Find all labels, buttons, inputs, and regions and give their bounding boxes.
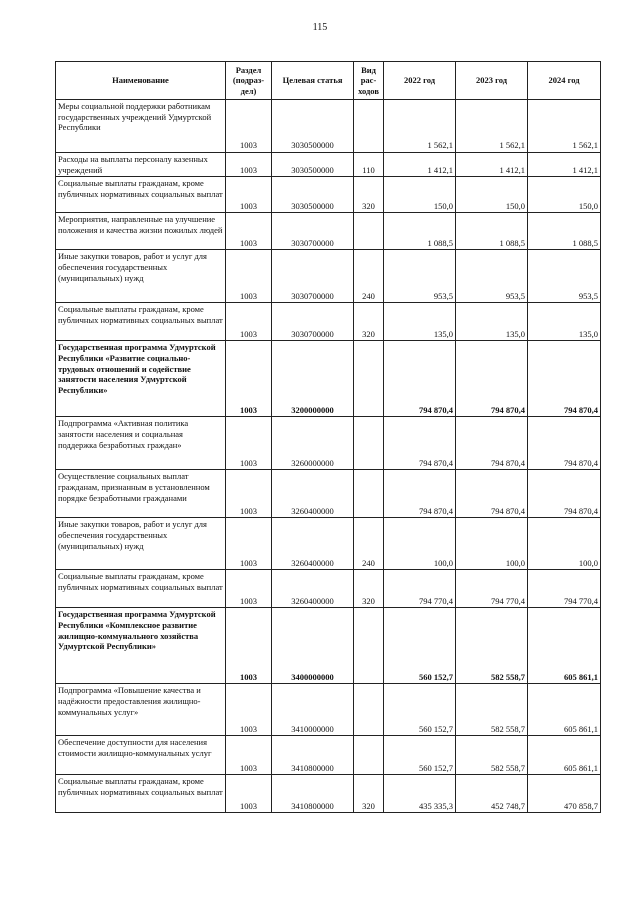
value-2024: 135,0 bbox=[528, 303, 601, 341]
expense-type-cell bbox=[354, 213, 384, 250]
target-cell: 3030700000 bbox=[272, 250, 354, 303]
value-2022: 1 412,1 bbox=[384, 153, 456, 177]
value-2022: 1 088,5 bbox=[384, 213, 456, 250]
value-2024: 794 870,4 bbox=[528, 417, 601, 470]
header-2022: 2022 год bbox=[384, 62, 456, 100]
target-cell: 3410000000 bbox=[272, 684, 354, 736]
section-cell: 1003 bbox=[226, 213, 272, 250]
value-2024: 605 861,1 bbox=[528, 608, 601, 684]
target-cell: 3260400000 bbox=[272, 470, 354, 518]
table-row bbox=[56, 417, 601, 470]
name: Государственная программа Удмуртской Республики «Комплексное развитие жилищно-коммунального хозяйства Удмуртской Республики» bbox=[56, 608, 226, 684]
target-cell: 3260400000 bbox=[272, 570, 354, 608]
name: Государственная программа Удмуртской Республики «Развитие социально-трудовых отношений и содействие занятости населения Удмуртской Республики» bbox=[56, 341, 226, 417]
value-2022: 100,0 bbox=[384, 518, 456, 570]
section-cell: 1003 bbox=[226, 470, 272, 518]
header-2024: 2024 год bbox=[528, 62, 601, 100]
value-2023: 794 770,4 bbox=[456, 570, 528, 608]
target-cell: 3030500000 bbox=[272, 100, 354, 153]
value-2022: 560 152,7 bbox=[384, 736, 456, 775]
section-cell: 1003 bbox=[226, 417, 272, 470]
value-2022: 953,5 bbox=[384, 250, 456, 303]
name: Мероприятия, направленные на улучшение положения и качества жизни пожилых людей bbox=[56, 213, 226, 250]
value-2023: 452 748,7 bbox=[456, 775, 528, 813]
table-row bbox=[56, 684, 601, 736]
expense-type-cell: 320 bbox=[354, 177, 384, 213]
section-cell: 1003 bbox=[226, 341, 272, 417]
value-2023: 100,0 bbox=[456, 518, 528, 570]
name: Расходы на выплаты персоналу казенных учреждений bbox=[56, 153, 226, 177]
value-2024: 1 088,5 bbox=[528, 213, 601, 250]
name: Подпрограмма «Повышение качества и надёжности предоставления жилищно-коммунальных услуг» bbox=[56, 684, 226, 736]
table-row bbox=[56, 341, 601, 417]
table-row bbox=[56, 570, 601, 608]
name: Подпрограмма «Активная политика занятости населения и социальная поддержка безработных граждан» bbox=[56, 417, 226, 470]
value-2022: 560 152,7 bbox=[384, 608, 456, 684]
value-2023: 135,0 bbox=[456, 303, 528, 341]
expense-type-cell bbox=[354, 417, 384, 470]
value-2023: 150,0 bbox=[456, 177, 528, 213]
name: Социальные выплаты гражданам, кроме публичных нормативных социальных выплат bbox=[56, 775, 226, 813]
section-cell: 1003 bbox=[226, 518, 272, 570]
target-cell: 3030500000 bbox=[272, 177, 354, 213]
value-2022: 150,0 bbox=[384, 177, 456, 213]
value-2023: 794 870,4 bbox=[456, 417, 528, 470]
section-cell: 1003 bbox=[226, 177, 272, 213]
expense-type-cell: 320 bbox=[354, 775, 384, 813]
table-row bbox=[56, 213, 601, 250]
value-2024: 794 870,4 bbox=[528, 341, 601, 417]
name: Социальные выплаты гражданам, кроме публичных нормативных социальных выплат bbox=[56, 177, 226, 213]
expense-type-cell: 320 bbox=[354, 303, 384, 341]
value-2022: 794 870,4 bbox=[384, 417, 456, 470]
value-2023: 953,5 bbox=[456, 250, 528, 303]
target-cell: 3200000000 bbox=[272, 341, 354, 417]
table-row bbox=[56, 153, 601, 177]
target-cell: 3260400000 bbox=[272, 518, 354, 570]
table-row bbox=[56, 608, 601, 684]
target-cell: 3410800000 bbox=[272, 775, 354, 813]
header-name: Наименование bbox=[56, 62, 226, 100]
name: Социальные выплаты гражданам, кроме публичных нормативных социальных выплат bbox=[56, 303, 226, 341]
table-row bbox=[56, 177, 601, 213]
target-cell: 3030700000 bbox=[272, 213, 354, 250]
header-target: Целевая статья bbox=[272, 62, 354, 100]
value-2024: 470 858,7 bbox=[528, 775, 601, 813]
value-2024: 150,0 bbox=[528, 177, 601, 213]
value-2024: 794 870,4 bbox=[528, 470, 601, 518]
header-2023: 2023 год bbox=[456, 62, 528, 100]
value-2022: 435 335,3 bbox=[384, 775, 456, 813]
table-row bbox=[56, 470, 601, 518]
table-row bbox=[56, 100, 601, 153]
value-2023: 1 562,1 bbox=[456, 100, 528, 153]
section-cell: 1003 bbox=[226, 608, 272, 684]
expense-type-cell bbox=[354, 684, 384, 736]
expense-type-cell bbox=[354, 100, 384, 153]
value-2024: 605 861,1 bbox=[528, 684, 601, 736]
name: Социальные выплаты гражданам, кроме публичных нормативных социальных выплат bbox=[56, 570, 226, 608]
expense-type-cell bbox=[354, 608, 384, 684]
expense-type-cell bbox=[354, 341, 384, 417]
section-cell: 1003 bbox=[226, 100, 272, 153]
value-2022: 135,0 bbox=[384, 303, 456, 341]
expense-type-cell: 240 bbox=[354, 518, 384, 570]
value-2022: 794 770,4 bbox=[384, 570, 456, 608]
header-expense-type: Вид рас-ходов bbox=[354, 62, 384, 100]
table-row bbox=[56, 775, 601, 813]
value-2024: 1 562,1 bbox=[528, 100, 601, 153]
value-2024: 794 770,4 bbox=[528, 570, 601, 608]
expense-type-cell bbox=[354, 736, 384, 775]
value-2023: 582 558,7 bbox=[456, 736, 528, 775]
value-2023: 1 088,5 bbox=[456, 213, 528, 250]
section-cell: 1003 bbox=[226, 775, 272, 813]
section-cell: 1003 bbox=[226, 570, 272, 608]
name: Меры социальной поддержки работникам государственных учреждений Удмуртской Республики bbox=[56, 100, 226, 153]
value-2023: 1 412,1 bbox=[456, 153, 528, 177]
header-row bbox=[56, 62, 601, 100]
value-2023: 794 870,4 bbox=[456, 341, 528, 417]
target-cell: 3260000000 bbox=[272, 417, 354, 470]
value-2022: 794 870,4 bbox=[384, 341, 456, 417]
section-cell: 1003 bbox=[226, 684, 272, 736]
expense-type-cell bbox=[354, 470, 384, 518]
value-2024: 953,5 bbox=[528, 250, 601, 303]
value-2022: 560 152,7 bbox=[384, 684, 456, 736]
target-cell: 3410800000 bbox=[272, 736, 354, 775]
table-row bbox=[56, 736, 601, 775]
value-2022: 794 870,4 bbox=[384, 470, 456, 518]
section-cell: 1003 bbox=[226, 153, 272, 177]
section-cell: 1003 bbox=[226, 736, 272, 775]
page-number: 115 bbox=[312, 22, 328, 33]
target-cell: 3030700000 bbox=[272, 303, 354, 341]
expense-type-cell: 110 bbox=[354, 153, 384, 177]
value-2023: 582 558,7 bbox=[456, 608, 528, 684]
header-section: Раздел (подраз-дел) bbox=[226, 62, 272, 100]
table-body bbox=[56, 100, 601, 813]
value-2024: 605 861,1 bbox=[528, 736, 601, 775]
table-row bbox=[56, 303, 601, 341]
target-cell: 3030500000 bbox=[272, 153, 354, 177]
expense-type-cell: 320 bbox=[354, 570, 384, 608]
name: Иные закупки товаров, работ и услуг для обеспечения государственных (муниципальных) нужд bbox=[56, 250, 226, 303]
expense-type-cell: 240 bbox=[354, 250, 384, 303]
budget-table bbox=[55, 61, 601, 813]
value-2023: 794 870,4 bbox=[456, 470, 528, 518]
value-2024: 1 412,1 bbox=[528, 153, 601, 177]
table-row bbox=[56, 518, 601, 570]
name: Иные закупки товаров, работ и услуг для обеспечения государственных (муниципальных) нужд bbox=[56, 518, 226, 570]
value-2022: 1 562,1 bbox=[384, 100, 456, 153]
name: Осуществление социальных выплат гражданам, признанным в установленном порядке безработными гражданами bbox=[56, 470, 226, 518]
section-cell: 1003 bbox=[226, 250, 272, 303]
section-cell: 1003 bbox=[226, 303, 272, 341]
name: Обеспечение доступности для населения стоимости жилищно-коммунальных услуг bbox=[56, 736, 226, 775]
value-2023: 582 558,7 bbox=[456, 684, 528, 736]
target-cell: 3400000000 bbox=[272, 608, 354, 684]
value-2024: 100,0 bbox=[528, 518, 601, 570]
table-row bbox=[56, 250, 601, 303]
